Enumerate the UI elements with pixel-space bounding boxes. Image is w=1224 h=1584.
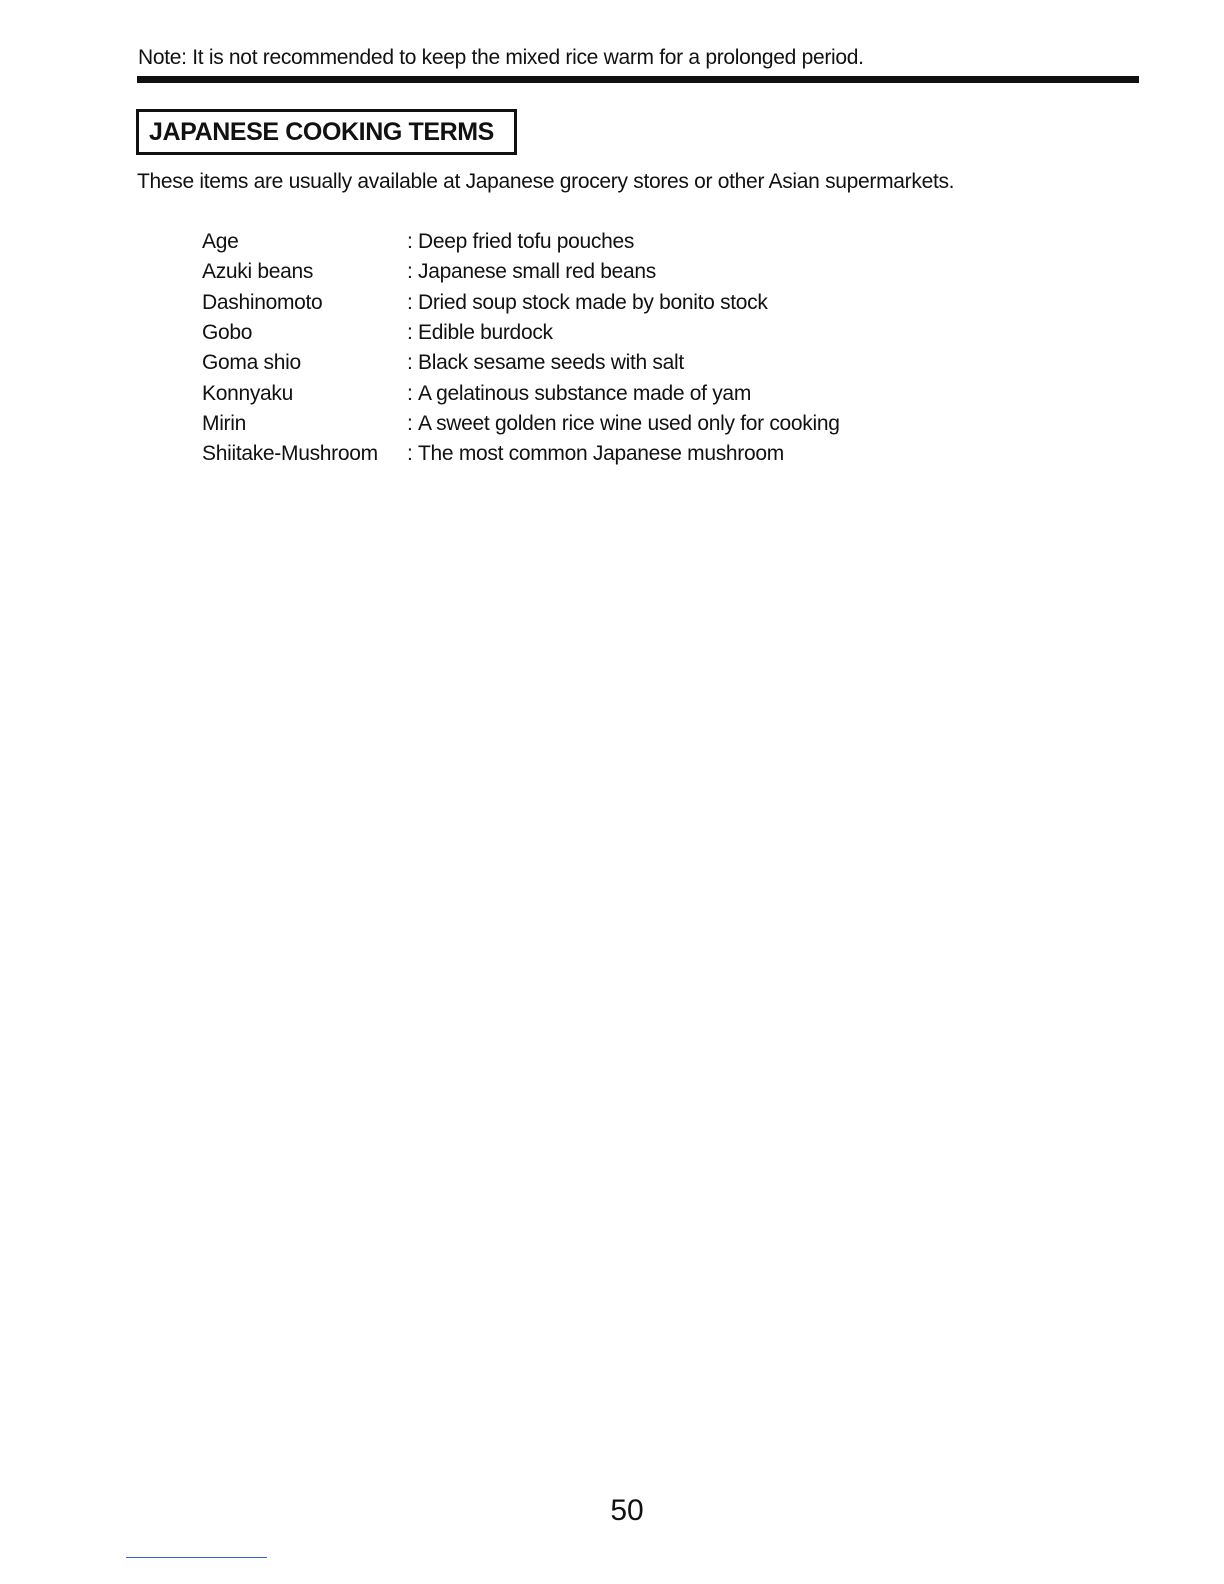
- page-number: 50: [610, 1494, 644, 1527]
- term-row: [202, 348, 840, 378]
- term-name: Konnyaku: [202, 381, 294, 405]
- term-definition: Black sesame seeds with salt: [418, 351, 684, 375]
- term-separator: :: [407, 230, 413, 254]
- term-row: [202, 227, 840, 257]
- term-name: Age: [202, 230, 239, 254]
- term-row: [202, 318, 840, 348]
- section-intro: These items are usually available at Japanese grocery stores or other Asian supermarkets.: [137, 170, 955, 193]
- term-row: [202, 409, 840, 439]
- term-separator: :: [407, 321, 413, 345]
- term-definition: A sweet golden rice wine used only for cooking: [418, 411, 840, 435]
- term-name: Shiitake-Mushroom: [202, 442, 378, 466]
- term-definition: Edible burdock: [418, 321, 553, 345]
- term-definition: Dried soup stock made by bonito stock: [418, 290, 768, 314]
- term-definition: Deep fried tofu pouches: [418, 230, 635, 254]
- horizontal-rule: [137, 76, 1139, 83]
- term-row: [202, 378, 840, 408]
- term-separator: :: [407, 351, 413, 375]
- term-row: [202, 257, 840, 287]
- term-separator: :: [407, 442, 413, 466]
- terms-list: [202, 227, 840, 469]
- note-text: Note: It is not recommended to keep the mixed rice warm for a prolonged period.: [138, 46, 864, 69]
- term-name: Goma shio: [202, 351, 301, 375]
- term-separator: :: [407, 381, 413, 405]
- section-title: JAPANESE COOKING TERMS: [149, 117, 494, 146]
- term-separator: :: [407, 411, 413, 435]
- term-definition: Japanese small red beans: [418, 260, 656, 284]
- bottom-link-line: [126, 1557, 267, 1558]
- term-definition: The most common Japanese mushroom: [418, 442, 784, 466]
- term-definition: A gelatinous substance made of yam: [418, 381, 752, 405]
- term-row: [202, 439, 840, 469]
- term-row: [202, 288, 840, 318]
- term-name: Azuki beans: [202, 260, 314, 284]
- term-name: Mirin: [202, 411, 246, 435]
- term-separator: :: [407, 260, 413, 284]
- term-separator: :: [407, 290, 413, 314]
- term-name: Gobo: [202, 321, 253, 345]
- section-heading-box: [136, 109, 517, 155]
- term-name: Dashinomoto: [202, 290, 323, 314]
